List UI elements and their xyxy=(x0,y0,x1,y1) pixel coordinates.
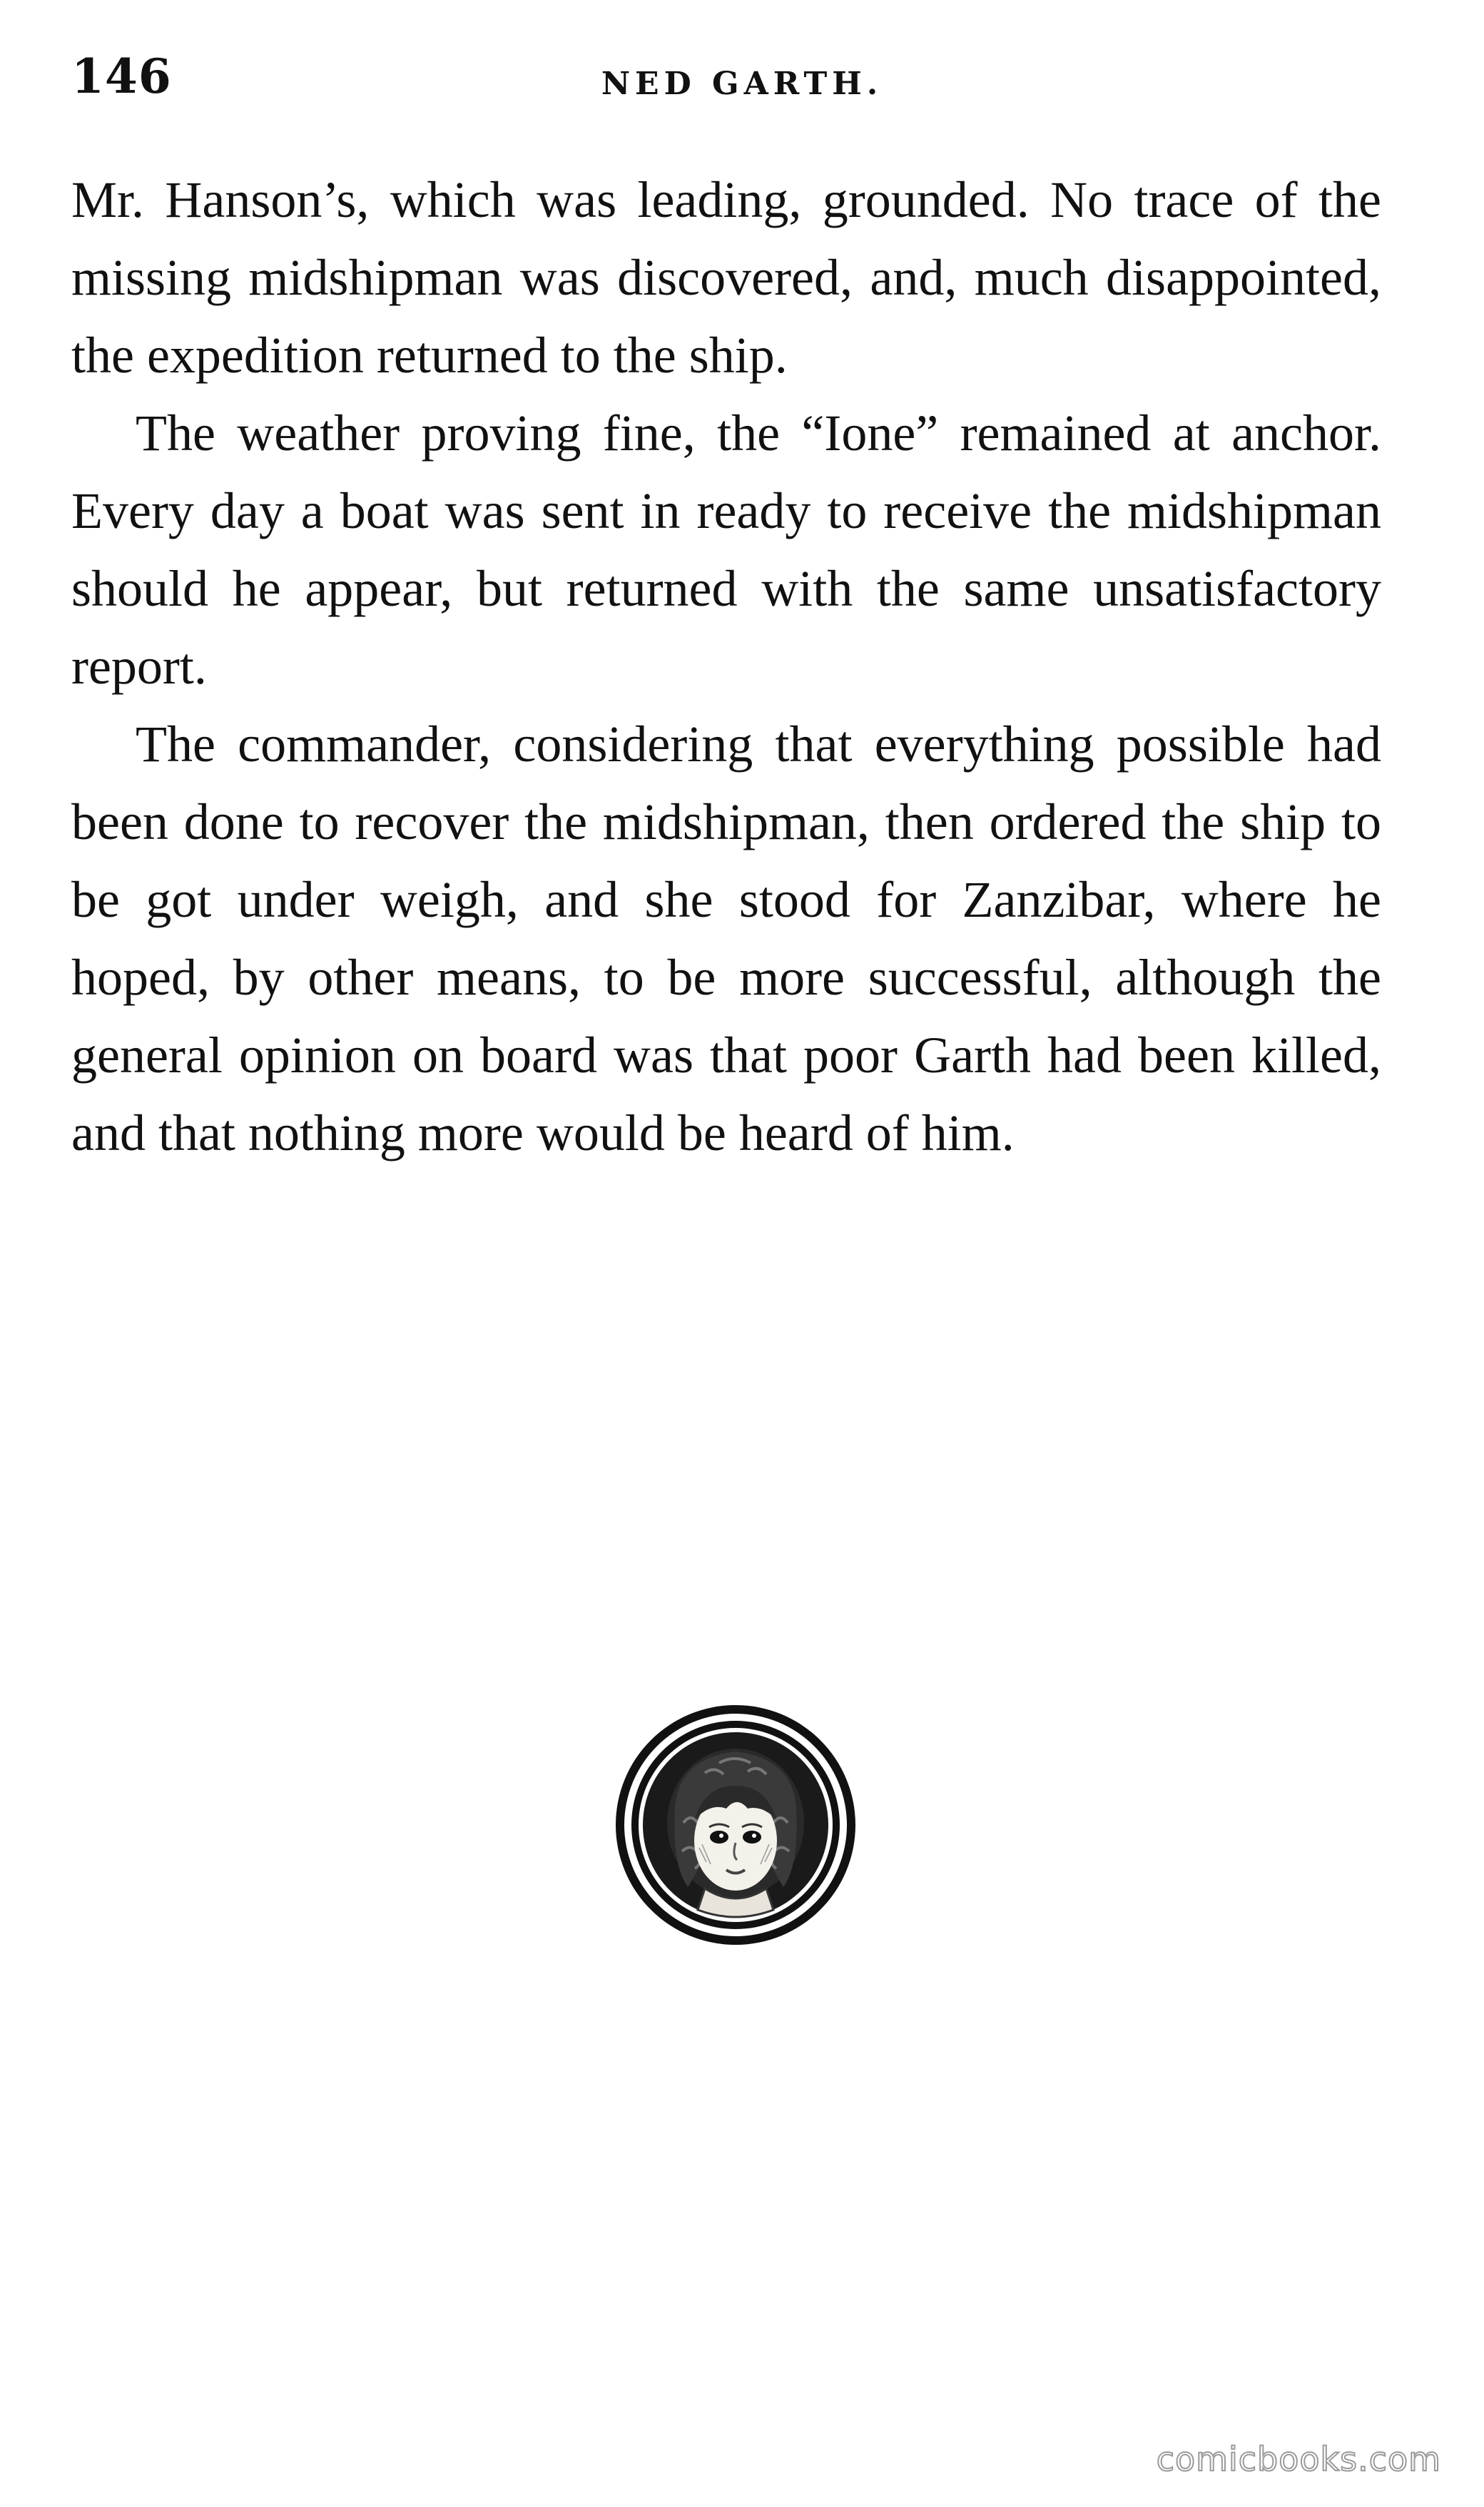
vignette-portrait-icon xyxy=(612,1702,859,1948)
watermark: comicbooks.com xyxy=(1156,2440,1441,2478)
running-head: NED GARTH. xyxy=(601,66,883,102)
paragraph-3: The commander, considering that everything possible had been done to recover the midshipman, then ordered the ship to be got under weigh, and she stood for Zanzibar, where he hoped, by other means, to be more successful, although the general opinion on board was that poor Garth had been killed, and that nothing more would be heard of him. xyxy=(71,716,1381,1161)
body-text xyxy=(71,161,1381,1172)
paragraph-1: Mr. Hanson’s, which was leading, grounded. No trace of the missing midshipman was discovered, and, much disappointed, the expedition returned to the ship. xyxy=(71,171,1381,384)
page-number: 146 xyxy=(71,49,172,104)
paragraph-2: The weather proving fine, the “Ione” remained at anchor. Every day a boat was sent in ready to receive the midshipman should he appear, but returned with the same unsatisfactory report. xyxy=(71,405,1381,695)
